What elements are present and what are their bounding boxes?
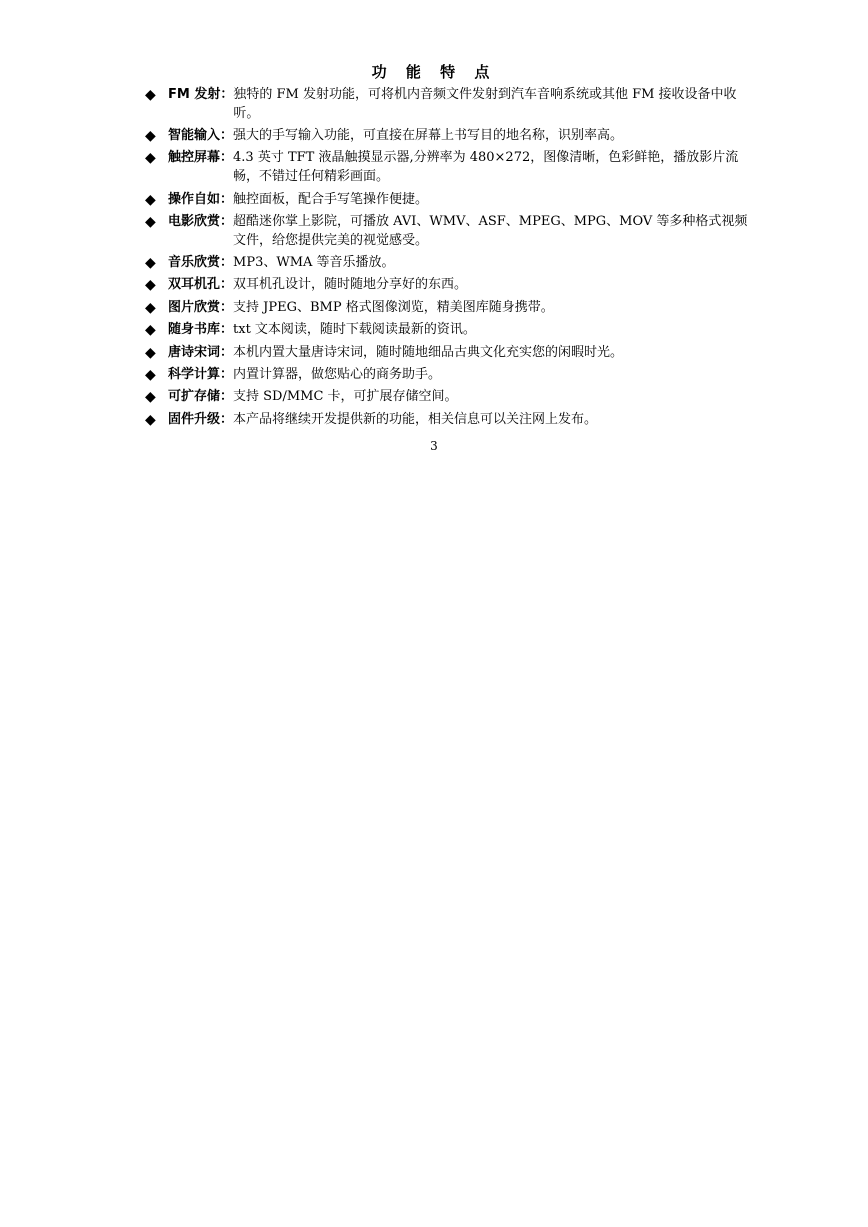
feature-label: 随身书库： (168, 322, 234, 338)
section-title: 功 能 特 点 (371, 63, 497, 81)
feature-label: 唐诗宋词： (168, 344, 234, 360)
feature-item (145, 127, 750, 146)
feature-label: 固件升级： (168, 411, 234, 427)
feature-label: 操作自如： (168, 191, 234, 207)
page-number: 3 (430, 439, 438, 453)
feature-label: 可扩存储： (168, 389, 234, 405)
feature-description: 本机内置大量唐诗宋词，随时随地细品古典文化充实您的闲暇时光。 (233, 344, 624, 360)
feature-description: 超酷迷你掌上影院，可播放 AVI、WMV、ASF、MPEG、MPG、MOV 等多种格式视频文件，给您提供完美的视觉感受。 (233, 213, 748, 248)
feature-description: 双耳机孔设计，随时随地分享好的东西。 (233, 277, 468, 293)
diamond-bullet-icon: ◆ (145, 367, 156, 384)
feature-item (145, 191, 750, 210)
feature-item (145, 86, 750, 123)
feature-label: 智能输入： (168, 128, 234, 144)
feature-label: 电影欣赏： (168, 213, 234, 229)
feature-description: 4.3 英寸 TFT 液晶触摸显示器,分辨率为 480×272，图像清晰，色彩鲜艳，播放影片流畅，不错过任何精彩画面。 (233, 150, 739, 185)
feature-description: 支持 SD/MMC 卡，可扩展存储空间。 (233, 389, 458, 405)
feature-item (145, 344, 750, 363)
diamond-bullet-icon: ◆ (145, 389, 156, 406)
diamond-bullet-icon: ◆ (145, 277, 156, 294)
feature-description: 本产品将继续开发提供新的功能，相关信息可以关注网上发布。 (233, 411, 598, 427)
feature-description: 触控面板，配合手写笔操作便捷。 (233, 191, 429, 207)
feature-label: FM 发射： (168, 87, 234, 102)
feature-description: txt 文本阅读，随时下载阅读最新的资讯。 (233, 322, 476, 338)
diamond-bullet-icon: ◆ (145, 213, 156, 230)
feature-label: 音乐欣赏： (168, 255, 234, 271)
feature-item (145, 388, 750, 407)
diamond-bullet-icon: ◆ (145, 255, 156, 272)
diamond-bullet-icon: ◆ (145, 128, 156, 145)
feature-item (145, 366, 750, 385)
feature-item (145, 213, 750, 250)
feature-description: 强大的手写输入功能，可直接在屏幕上书写目的地名称，识别率高。 (233, 128, 624, 144)
diamond-bullet-icon: ◆ (145, 411, 156, 428)
diamond-bullet-icon: ◆ (145, 322, 156, 339)
feature-label: 触控屏幕： (168, 150, 234, 166)
feature-label: 图片欣赏： (168, 299, 234, 315)
feature-item (145, 411, 750, 430)
diamond-bullet-icon: ◆ (145, 191, 156, 208)
diamond-bullet-icon: ◆ (145, 344, 156, 361)
diamond-bullet-icon: ◆ (145, 299, 156, 316)
feature-item (145, 149, 750, 186)
feature-item (145, 299, 750, 318)
feature-description: 支持 JPEG、BMP 格式图像浏览，精美图库随身携带。 (233, 299, 554, 315)
feature-item (145, 276, 750, 295)
feature-label: 科学计算： (168, 367, 234, 383)
feature-description: 独特的 FM 发射功能，可将机内音频文件发射到汽车音响系统或其他 FM 接收设备中收听。 (233, 87, 737, 121)
feature-label: 双耳机孔： (168, 277, 234, 293)
feature-description: MP3、WMA 等音乐播放。 (233, 255, 395, 271)
diamond-bullet-icon: ◆ (145, 150, 156, 167)
feature-item (145, 321, 750, 340)
feature-list (145, 86, 750, 433)
diamond-bullet-icon: ◆ (145, 87, 156, 103)
feature-description: 内置计算器，做您贴心的商务助手。 (233, 367, 442, 383)
feature-item (145, 254, 750, 273)
